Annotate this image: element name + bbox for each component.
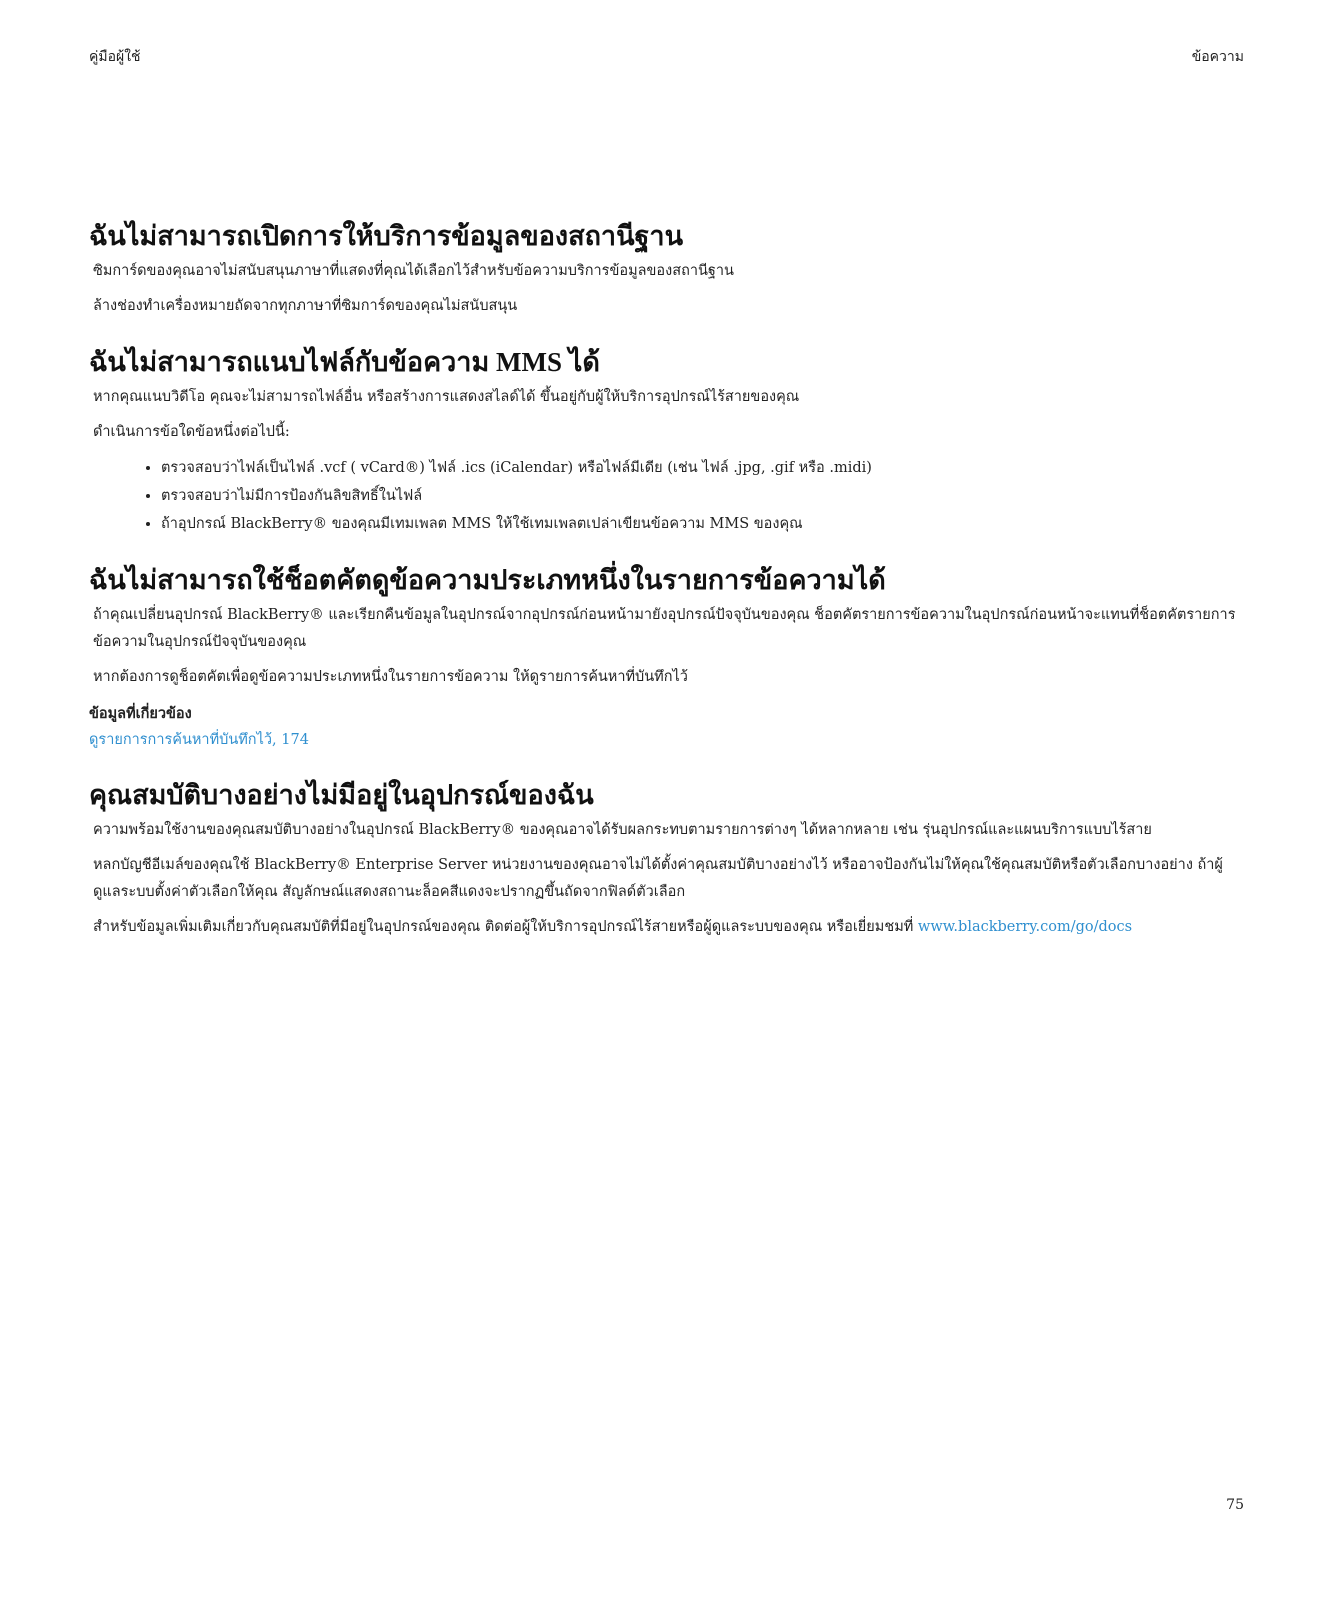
paragraph: ซิมการ์ดของคุณอาจไม่สนับสนุนภาษาที่แสดงที่คุณได้เลือกไว้สำหรับข้อความบริการข้อมูลของสถานีฐาน bbox=[93, 263, 734, 279]
running-header-right: ข้อความ bbox=[1191, 49, 1244, 65]
page-content bbox=[89, 218, 1249, 965]
paragraph-text: สำหรับข้อมูลเพิ่มเติมเกี่ยวกับคุณสมบัติที่มีอยู่ในอุปกรณ์ของคุณ ติดต่อผู้ให้บริการอุปกรณ์ไร้สายหรือผู้ดูแลระบบของคุณ หรือเยี่ยมชมที่ bbox=[93, 919, 914, 935]
list-item: • ตรวจสอบว่าไม่มีการป้องกันลิขสิทธิ์ในไฟล์ bbox=[161, 482, 1249, 510]
paragraph: ล้างช่องทำเครื่องหมายถัดจากทุกภาษาที่ซิมการ์ดของคุณไม่สนับสนุน bbox=[93, 298, 518, 314]
paragraph: ดำเนินการข้อใดข้อหนึ่งต่อไปนี้: bbox=[93, 424, 290, 440]
list-item: • ตรวจสอบว่าไฟล์เป็นไฟล์ .vcf ( vCard®) ไฟล์ .ics (iCalendar) หรือไฟล์มีเดีย (เช่น ไฟล์ .jpg, .gif หรือ .midi) bbox=[161, 454, 1249, 482]
docs-link[interactable]: www.blackberry.com/go/docs bbox=[917, 919, 1133, 935]
paragraph: หากต้องการดูช็อตคัตเพื่อดูข้อความประเภทหนึ่งในรายการข้อความ ให้ดูรายการค้นหาที่บันทึกไว้ bbox=[93, 669, 688, 685]
bullet-list bbox=[89, 454, 1249, 538]
section-shortcut bbox=[89, 562, 1249, 753]
paragraph: ความพร้อมใช้งานของคุณสมบัติบางอย่างในอุปกรณ์ BlackBerry® ของคุณอาจได้รับผลกระทบตามรายการต่างๆ ได้หลากหลาย เช่น รุ่นอุปกรณ์และแผนบริการแบบไร้สาย bbox=[93, 822, 1152, 838]
section-title: ฉันไม่สามารถเปิดการให้บริการข้อมูลของสถานีฐาน bbox=[89, 221, 684, 251]
paragraph: หากคุณแนบวิดีโอ คุณจะไม่สามารถไฟล์อื่น หรือสร้างการแสดงสไลด์ได้ ขึ้นอยู่กับผู้ให้บริการอุปกรณ์ไร้สายของคุณ bbox=[93, 389, 800, 405]
section-mms-attach bbox=[89, 344, 1249, 538]
section-title: ฉันไม่สามารถแนบไฟล์กับข้อความ MMS ได้ bbox=[89, 347, 600, 377]
section-title: ฉันไม่สามารถใช้ช็อตคัตดูข้อความประเภทหนึ่งในรายการข้อความได้ bbox=[89, 565, 886, 595]
paragraph: หลกบัญชีอีเมล์ของคุณใช้ BlackBerry® Enterprise Server หน่วยงานของคุณอาจไม่ได้ตั้งค่าคุณสมบัติบางอย่างไว้ หรืออาจป้องกันไม่ให้คุณใช้คุณสมบัติหรือตัวเลือกบางอย่าง ถ้าผู้ดูแลระบบตั้งค่าตัวเลือกให้คุณ สัญลักษณ์แสดงสถานะล็อคสีแดงจะปรากฏขึ้นถัดจากฟิลด์ตัวเลือก bbox=[93, 857, 1223, 900]
section-title: คุณสมบัติบางอย่างไม่มีอยู่ในอุปกรณ์ของฉัน bbox=[89, 780, 594, 810]
related-info-link[interactable]: ดูรายการการค้นหาที่บันทึกไว้, 174 bbox=[89, 732, 309, 748]
list-item: • ถ้าอุปกรณ์ BlackBerry® ของคุณมีเทมเพลต MMS ให้ใช้เทมเพลตเปล่าเขียนข้อความ MMS ของคุณ bbox=[161, 510, 1249, 538]
running-header-left: คู่มือผู้ใช้ bbox=[89, 49, 141, 65]
paragraph bbox=[93, 914, 1249, 941]
section-features bbox=[89, 777, 1249, 941]
section-cell-broadcast bbox=[89, 218, 1249, 320]
related-info-title: ข้อมูลที่เกี่ยวข้อง bbox=[89, 705, 192, 722]
page-number: 75 bbox=[1226, 1497, 1244, 1513]
paragraph: ถ้าคุณเปลี่ยนอุปกรณ์ BlackBerry® และเรียกคืนข้อมูลในอุปกรณ์จากอุปกรณ์ก่อนหน้ามายังอุปกรณ์ปัจจุบันของคุณ ช็อตคัตรายการข้อความในอุปกรณ์ก่อนหน้าจะแทนที่ช็อตคัตรายการข้อความในอุปกรณ์ปัจจุบันของคุณ bbox=[93, 607, 1236, 650]
